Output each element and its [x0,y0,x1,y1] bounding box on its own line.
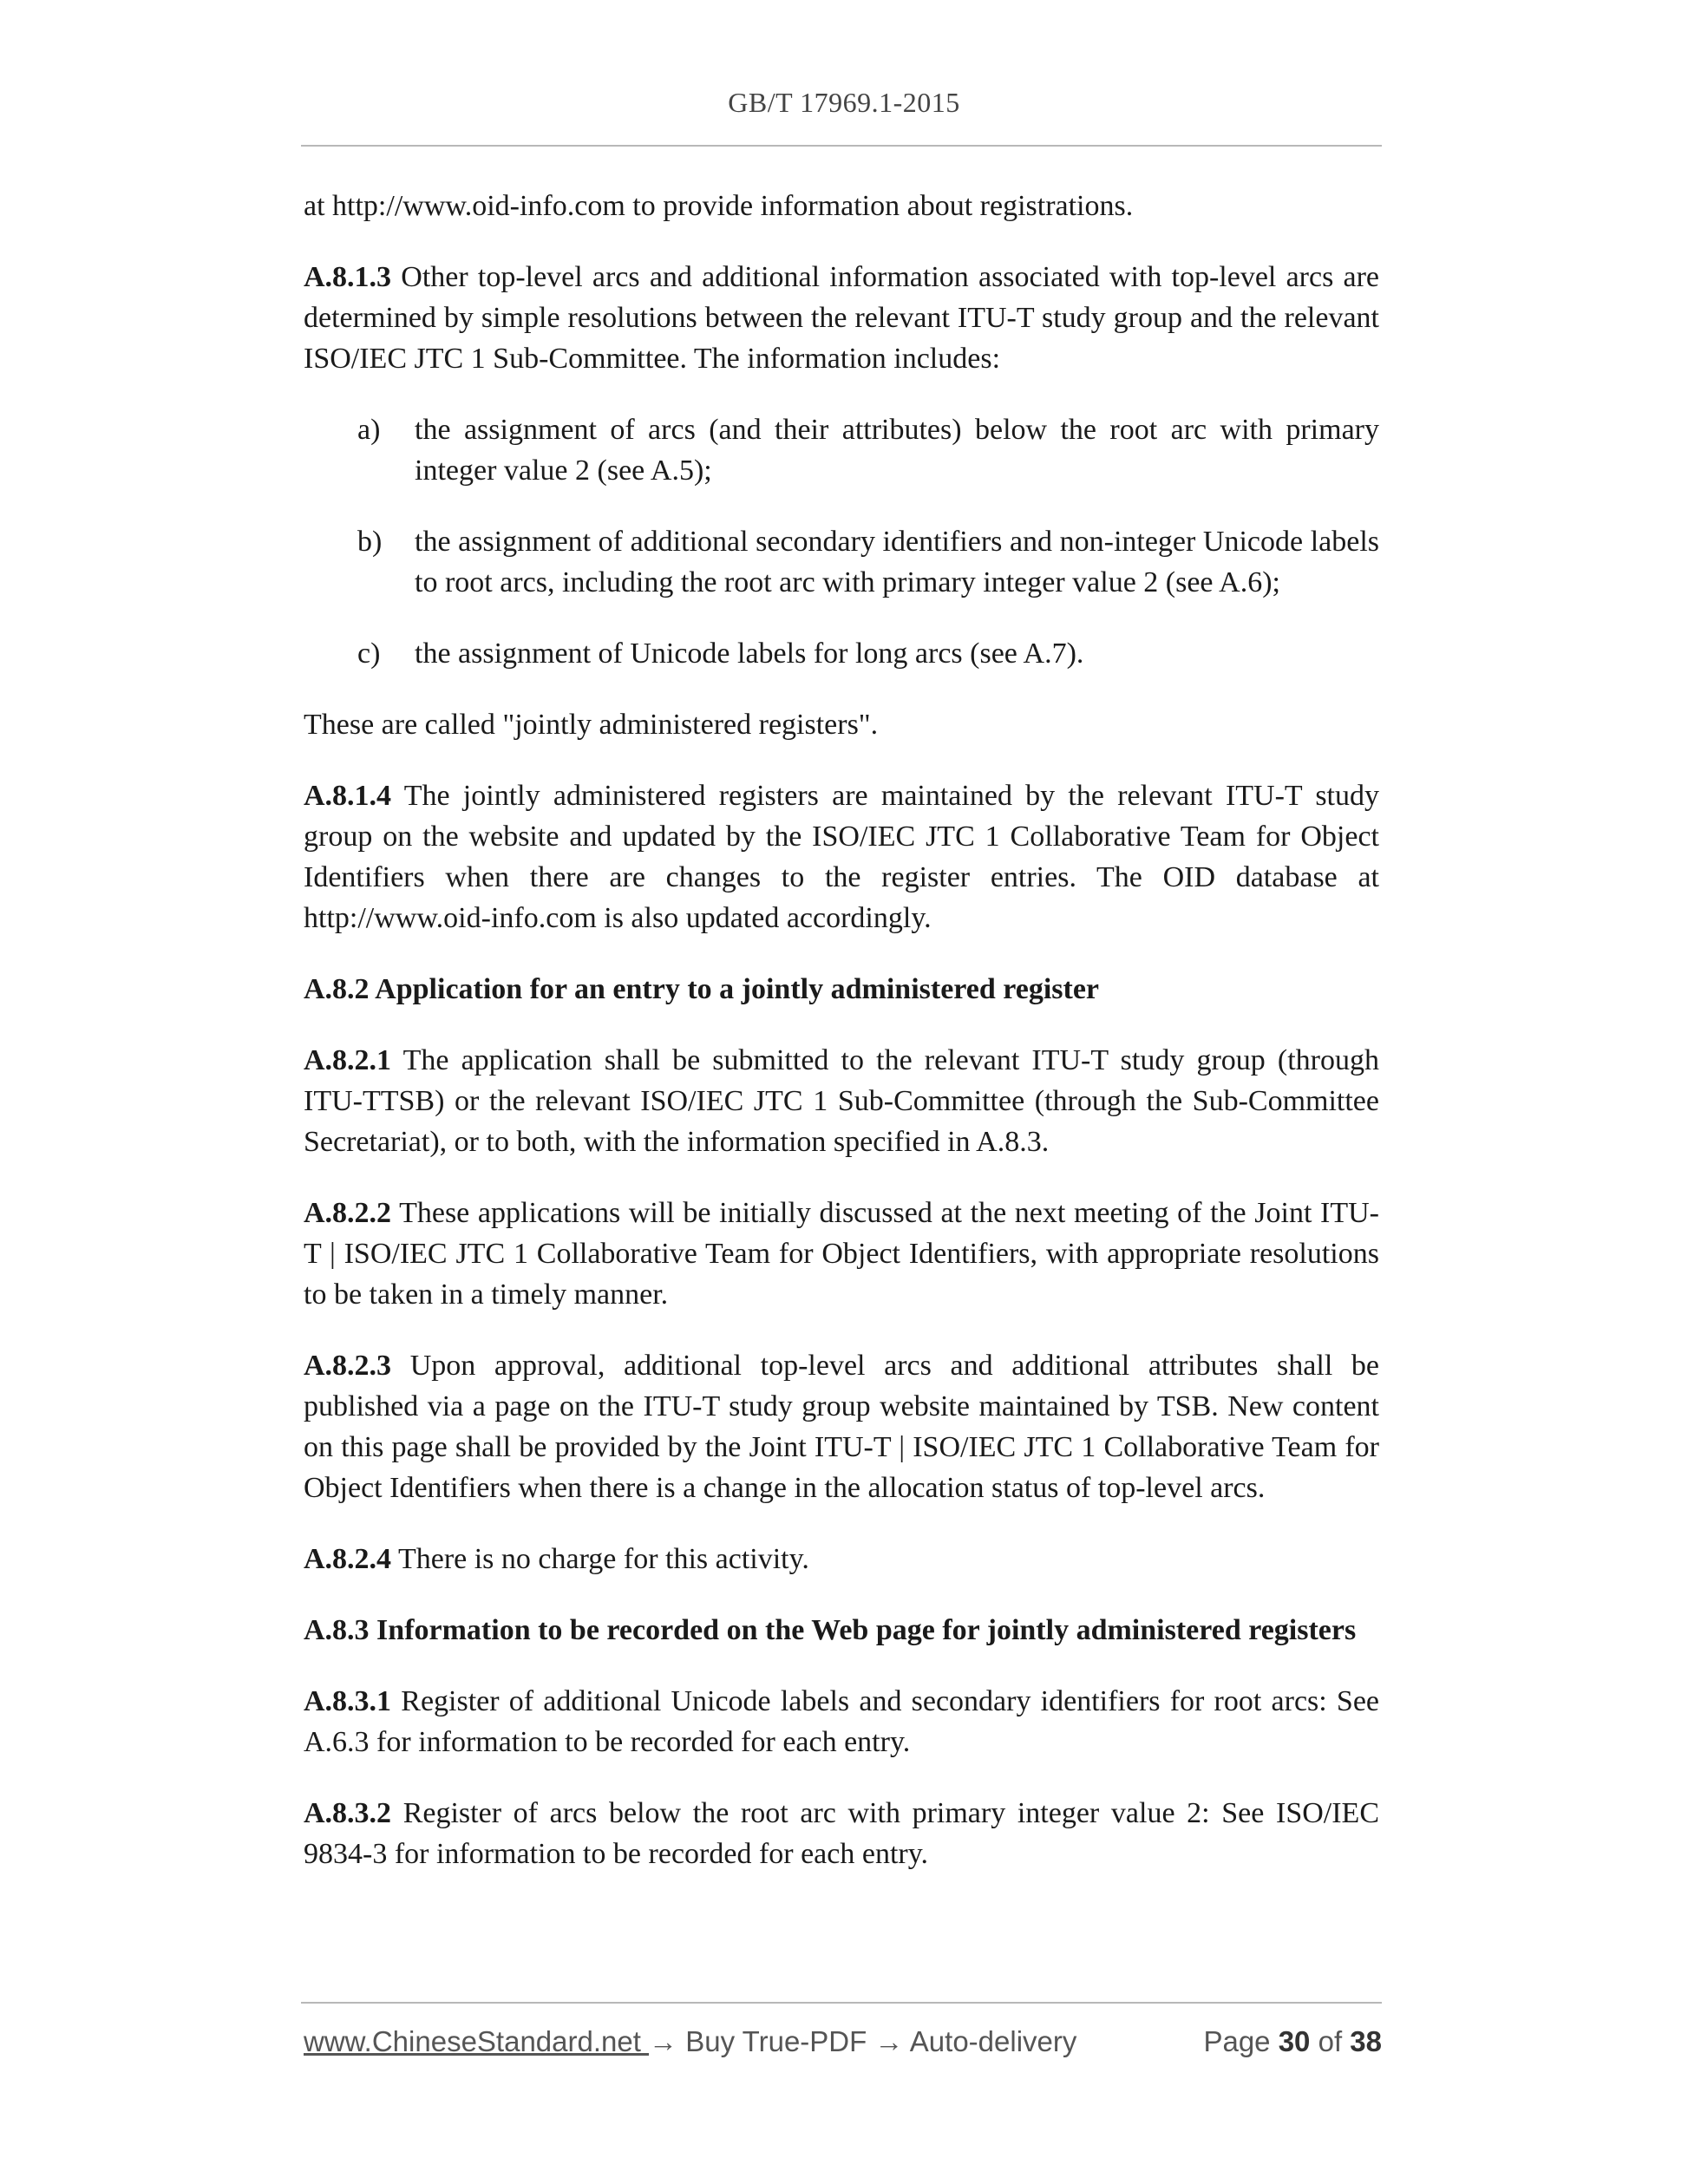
current-page-number: 30 [1278,2025,1311,2057]
clause-text: The application shall be submitted to the relevant ITU-T study group (through ITU-TTSB) or the relevant ISO/IEC JTC 1 Sub-Committee (through the Sub-Committee Secretariat), or to both, with the information specified in A.8.3. [304,1044,1379,1158]
paragraph-registers-note: These are called "jointly administered registers". [304,709,879,741]
clause-text: The jointly administered registers are maintained by the relevant ITU-T study group on the website and updated by the ISO/IEC JTC 1 Collaborative Team for Object Identifiers when there are changes to the register entries. The OID database at http://www.oid-info.com is also updated accordingly. [304,780,1379,934]
clause-number: A.8.2.2 [304,1197,392,1229]
footer-promo [304,2023,1076,2061]
of-label: of [1310,2025,1351,2057]
clause-number: A.8.2.4 [304,1543,392,1575]
clause-text: There is no charge for this activity. [397,1543,809,1575]
clause-a-8-3-1 [304,1681,1379,1762]
clause-text: These applications will be initially discussed at the next meeting of the Joint ITU-T | ISO/IEC JTC 1 Collaborative Team for Object Identifiers, with appropriate resolutions to be taken in a timely manner. [304,1197,1379,1311]
list-item-a [304,409,1379,491]
clause-text: Register of arcs below the root arc with primary integer value 2: See ISO/IEC 9834-3 for information to be recorded for each entry. [304,1797,1380,1870]
buy-pdf-text: Buy True-PDF [677,2025,875,2057]
section-heading-a-8-2: A.8.2 Application for an entry to a jointly administered register [304,973,1100,1005]
list-marker: a) [357,414,381,446]
total-pages-number: 38 [1350,2025,1382,2057]
clause-text: Upon approval, additional top-level arcs and additional attributes shall be published via a page on the ITU-T study group website maintained by TSB. New content on this page shall be provided by the Joint ITU-T | ISO/IEC JTC 1 Collaborative Team for Object Identifiers when there is a change in the allocation status of top-level arcs. [304,1350,1380,1504]
footer-divider [301,2002,1382,2004]
list-marker: b) [357,526,383,558]
clause-a-8-2-3 [304,1345,1379,1508]
clause-a-8-2-4 [304,1539,1379,1579]
list-item-text: the assignment of arcs (and their attributes) below the root arc with primary integer value 2 (see A.5); [415,414,1379,487]
document-body [304,186,1379,1905]
clause-number: A.8.2.1 [304,1044,392,1076]
clause-a-8-1-4 [304,775,1379,938]
clause-a-8-3-2 [304,1793,1379,1874]
clause-number: A.8.1.3 [304,261,392,293]
clause-number: A.8.1.4 [304,780,392,812]
paragraph-continuation: at http://www.oid-info.com to provide information about registrations. [304,190,1134,222]
website-link[interactable]: www.ChineseStandard.net [304,2025,650,2057]
clause-a-8-2-1 [304,1040,1379,1162]
clause-text: Other top-level arcs and additional information associated with top-level arcs are determined by simple resolutions between the relevant ITU-T study group and the relevant ISO/IEC JTC 1 Sub-Committee. The information includes: [304,261,1379,375]
clause-number: A.8.3.1 [304,1685,392,1717]
header-standard-number: GB/T 17969.1-2015 [728,87,960,118]
clause-number: A.8.2.3 [304,1350,392,1382]
page-label: Page [1203,2025,1279,2057]
page-indicator [1203,2023,1382,2061]
clause-text: Register of additional Unicode labels and secondary identifiers for root arcs: See A.6.3 for information to be recorded for each entry. [304,1685,1379,1758]
arrow-right-icon: → [874,2025,904,2057]
clause-number: A.8.3.2 [304,1797,392,1829]
list-item-b [304,521,1379,603]
clause-a-8-1-3 [304,257,1379,379]
clause-a-8-2-2 [304,1193,1379,1315]
list-item-text: the assignment of Unicode labels for long arcs (see A.7). [415,638,1084,670]
list-item-c [304,633,1379,674]
list-item-text: the assignment of additional secondary identifiers and non-integer Unicode labels to root arcs, including the root arc with primary integer value 2 (see A.6); [415,526,1379,598]
auto-delivery-text: Auto-delivery [903,2025,1077,2057]
section-heading-a-8-3: A.8.3 Information to be recorded on the Web page for jointly administered registers [304,1614,1357,1646]
arrow-right-icon: → [649,2025,678,2057]
header-divider [301,145,1382,147]
list-marker: c) [357,638,381,670]
